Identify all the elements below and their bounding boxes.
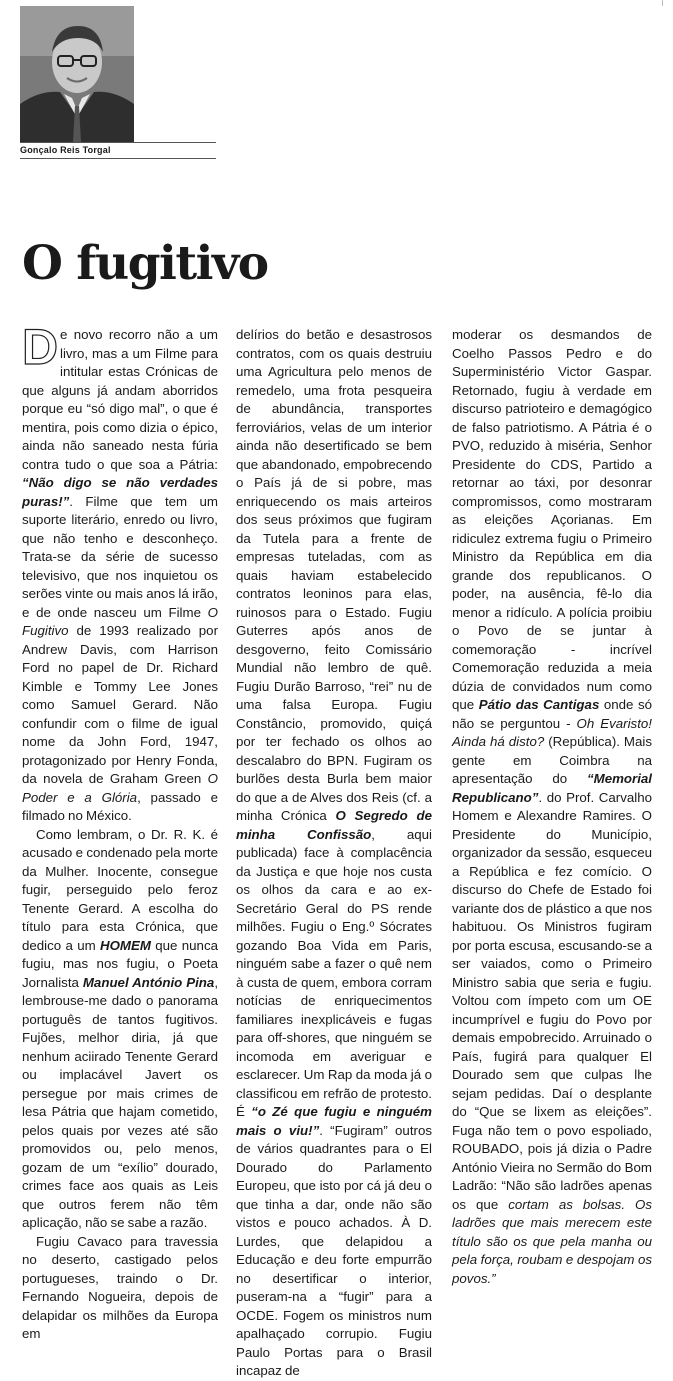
paragraph xyxy=(22,826,218,1233)
body-text: , lembrouse-me dado o panorama português de tantos fugitivos. Fujões, melhor diria, já que nenhum aciirado Tenente Gerard ou implacável Javert os persegue por mais crimes de lesa Pátria que hajam cometido, pelos quais por vezes até são promovidos ou, pelo menos, gozam de um “exílio” dourado, crimes face aos quais as Leis que outros ferem não têm aplicação, não se sabe a razão. xyxy=(22,974,219,1230)
emphasis-text: O Poder e a Glória xyxy=(22,771,218,805)
paragraph xyxy=(236,326,432,1381)
body-text: onde só não se perguntou - xyxy=(452,697,653,731)
author-photo xyxy=(20,6,134,142)
body-text: . do Prof. Carvalho Homem e Alexandre Ramires. O Presidente do Município, organizador da sessão, esqueceu a República e fez comício. O discurso do Chefe de Estado foi variante dos de plástico a que nos habituou. Os Ministros fugiram por porta escusa, escusando-se a ser vaiados, como o Primeiro Ministro sabia que seria e fugiu. Voltou com ímpeto com um OE incumprível e fugiu do Povo por demais empobrecido. Arruinado o País, fugirá para qualquer El Dourado sem que culpas lhe sejam pedidas. Daí o desplante do “Que se lixem as eleições”. Fuga não tem o povo espoliado, ROUBADO, pois já dizia o Padre António Vieira no Sermão do Bom Ladrão: “Não são ladrões apenas os que xyxy=(452,789,652,1212)
emphasis-text: HOMEM xyxy=(99,937,151,953)
byline-rule-top xyxy=(20,142,216,143)
paragraph xyxy=(452,326,652,1288)
body-text: , passado e filmado no México. xyxy=(22,789,218,823)
paragraph xyxy=(22,319,218,826)
body-text: , aqui publicada) face à complacência da Justiça e que hoje nos custa os olhos da cara e ao ex-Secretário Geral do PS rende milhões. Fugiu o Eng.º Sócrates gozando Boa Vida em Paris, ninguém sabe a fazer o quê nem à custa de quem, embora corram notícias de enriquecimentos familiares inexplicáveis e fugas para off-shores, que ninguém se incomoda em averiguar e esclarecer. Um Rap da moda já o classificou em refrão de protesto. É xyxy=(236,826,432,1119)
byline-rule xyxy=(20,158,216,159)
emphasis-text: cortam as bolsas. Os ladrões que mais merecem este título são os que pela manha ou pela força, roubam e despojam os povos.” xyxy=(452,1196,652,1286)
author-byline: Gonçalo Reis Torgal xyxy=(20,145,111,155)
body-text: e novo recorro não a um livro, mas a um Filme para intitular estas Crónicas de que alguns já andam aborridos porque eu “só digo mal”, o que é mentira, pois como dizia o épico, ainda não saneado nesta fúria contra tudo o que soa a Pátria: xyxy=(22,327,218,472)
body-text: (República). Mais gente em Coimbra na apresentação do xyxy=(452,734,652,786)
emphasis-text: O Segredo de minha Confissão xyxy=(236,808,432,842)
body-text: . Filme que tem um suporte literário, enredo ou livro, que não tenho e desconheço. Trata-se da série de sucesso televisivo, que nos inquietou os serões vinte ou mais anos lá irão, e de onde nasceu um Filme xyxy=(22,493,218,620)
emphasis-text: “Não digo se não verdades puras!” xyxy=(22,475,218,509)
body-text: de 1993 realizado por Andrew Davis, com Harrison Ford no papel de Dr. Richard Kimble e Tommy Lee Jones como Samuel Gerard. Não confundir com o filme de igual nome da John Ford, 1947, protagonizado por Henry Fonda, da novela de Graham Green xyxy=(22,623,218,786)
emphasis-text: Pátio das Cantigas xyxy=(478,697,600,712)
body-text: Fugiu Cavaco para travessia no deserto, castigado pelos portugueses, traindo o Dr. Fernando Nogueira, depois de delapidar os milhões da Europa em xyxy=(22,1233,218,1341)
drop-cap: D xyxy=(22,319,59,375)
crop-mark xyxy=(662,0,663,6)
emphasis-text: O Fugitivo xyxy=(22,604,218,638)
emphasis-text: “o Zé que fugiu e ninguém mais o viu!” xyxy=(236,1104,432,1138)
emphasis-text: Manuel António Pina xyxy=(82,974,215,990)
body-text: Como lembram, o Dr. R. K. é acusado e condenado pela morte da Mulher. Inocente, consegue fugir, perseguido pelo feroz Tenente Gerard. A escolha do título para esta Crónica, que dedico a um xyxy=(22,826,218,953)
author-portrait-image xyxy=(20,6,134,142)
emphasis-text: “Memorial Republicano” xyxy=(452,771,652,805)
paragraph xyxy=(22,1233,218,1344)
article-column-3 xyxy=(452,326,652,1288)
article-title: O fugitivo xyxy=(22,236,268,291)
article-column-1 xyxy=(22,319,219,1344)
body-text: delírios do betão e desastrosos contratos, com os quais destruiu uma Agricultura pelo menos de remedelo, uma frota pesqueira de abundância, transportes ferroviários, velas de um interior ainda não desertificado se bem que abandonado, empobrecendo o País já de si pobre, mas enriquecendo os mais arteiros dos seus próximos que fugiram da Tutela para a frente de empresas tuteladas, com as quais haviam estabelecido contratos leoninos para elas, ruinosos para o Estado. Fugiu Guterres após anos de desgoverno, feito Comissário Mundial não lembro de quê. Fugiu Durão Barroso, “rei” nu de uma falsa Europa. Fugiu Constâncio, promovido, quiçá por ter fechado os olhos ao descalabro do BPN. Fugiram os burlões desta Burla bem maior do que a de Alves dos Reis (cf. a minha Crónica xyxy=(236,327,432,823)
body-text: moderar os desmandos de Coelho Passos Pedro e do Superministério Victor Gaspar. Retornado, fugiu à verdade em discurso patrioteiro e demagógico de falso patriotismo. A Pátria é o PVO, reduzido à miséria, Senhor Presidente do CDS, Partido a retornar ao táxi, por desonrar compromissos, como mostraram as eleições Açorianas. Em ridiculez extrema fugiu o Primeiro Ministro da República em dia grande dos republicanos. O poder, na ausência, fê-lo dia menor a ridículo. A polícia proibiu o Povo de se juntar à comemoração - incrível Comemoração reduzida a meia dúzia de convidados num como que xyxy=(452,327,652,712)
emphasis-text: Oh Evaristo! Ainda há disto? xyxy=(452,715,652,749)
body-text: . “Fugiram” outros de vários quadrantes para o El Dourado do Parlamento Europeu, que isto por cá já deu o que tinha a dar, onde não são vistos e pouco achados. À D. Lurdes, que delapidou a Educação e deu forte empurrão no desertificar o interior, puseram-na a “fugir” para a OCDE. Fogem os ministros num apalhaçado corrupio. Fugiu Paulo Portas para o Brasil incapaz de xyxy=(236,1122,432,1378)
article-column-2 xyxy=(236,326,432,1381)
body-text: que nunca fugiu, mas nos fugiu, o Poeta Jornalista xyxy=(22,937,218,990)
